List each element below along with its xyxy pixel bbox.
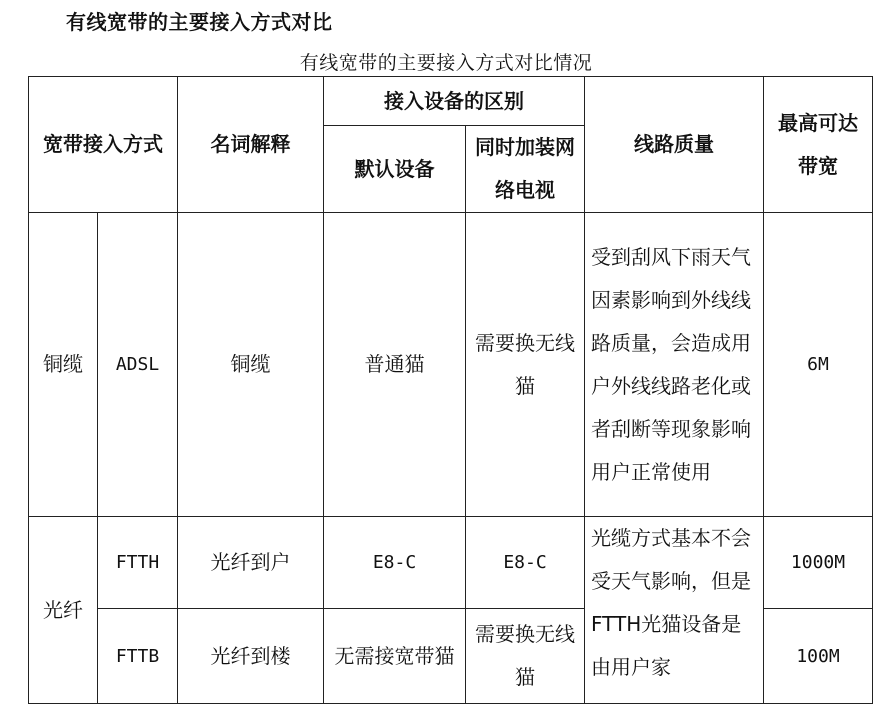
line-quality-copper: 受到刮风下雨天气因素影响到外线线路质量，会造成用户外线线路老化或者刮断等现象影响用户正常使用 [585,213,764,517]
default-device-ftth: E8-C [324,517,466,609]
line-quality-fiber: 光缆方式基本不会受天气影响，但是FTTH光猫设备是由用户家 [585,517,764,704]
table-row-copper [29,213,873,517]
table-caption: 有线宽带的主要接入方式对比情况 [299,52,593,74]
category-fiber: 光纤 [29,517,98,704]
term-fttb: 光纤到楼 [178,609,324,704]
iptv-device-copper: 需要换无线猫 [466,213,585,517]
iptv-device-ftth: E8-C [466,517,585,609]
method-adsl: ADSL [98,213,178,517]
table-row-ftth [29,517,873,609]
page-heading: 有线宽带的主要接入方式对比 [66,10,333,34]
method-fttb: FTTB [98,609,178,704]
max-bandwidth-ftth: 1000M [764,517,873,609]
header-term: 名词解释 [178,77,324,213]
default-device-copper: 普通猫 [324,213,466,517]
header-line-quality: 线路质量 [585,77,764,213]
default-device-fttb: 无需接宽带猫 [324,609,466,704]
term-copper: 铜缆 [178,213,324,517]
comparison-table [28,76,873,704]
max-bandwidth-fttb: 100M [764,609,873,704]
header-device-diff: 接入设备的区别 [324,77,585,126]
category-copper: 铜缆 [29,213,98,517]
header-default-device: 默认设备 [324,126,466,213]
max-bandwidth-copper: 6M [764,213,873,517]
header-access-method: 宽带接入方式 [29,77,178,213]
header-max-bandwidth: 最高可达带宽 [764,77,873,213]
iptv-device-fttb: 需要换无线猫 [466,609,585,704]
method-ftth: FTTH [98,517,178,609]
header-iptv-device: 同时加装网络电视 [466,126,585,213]
term-ftth: 光纤到户 [178,517,324,609]
